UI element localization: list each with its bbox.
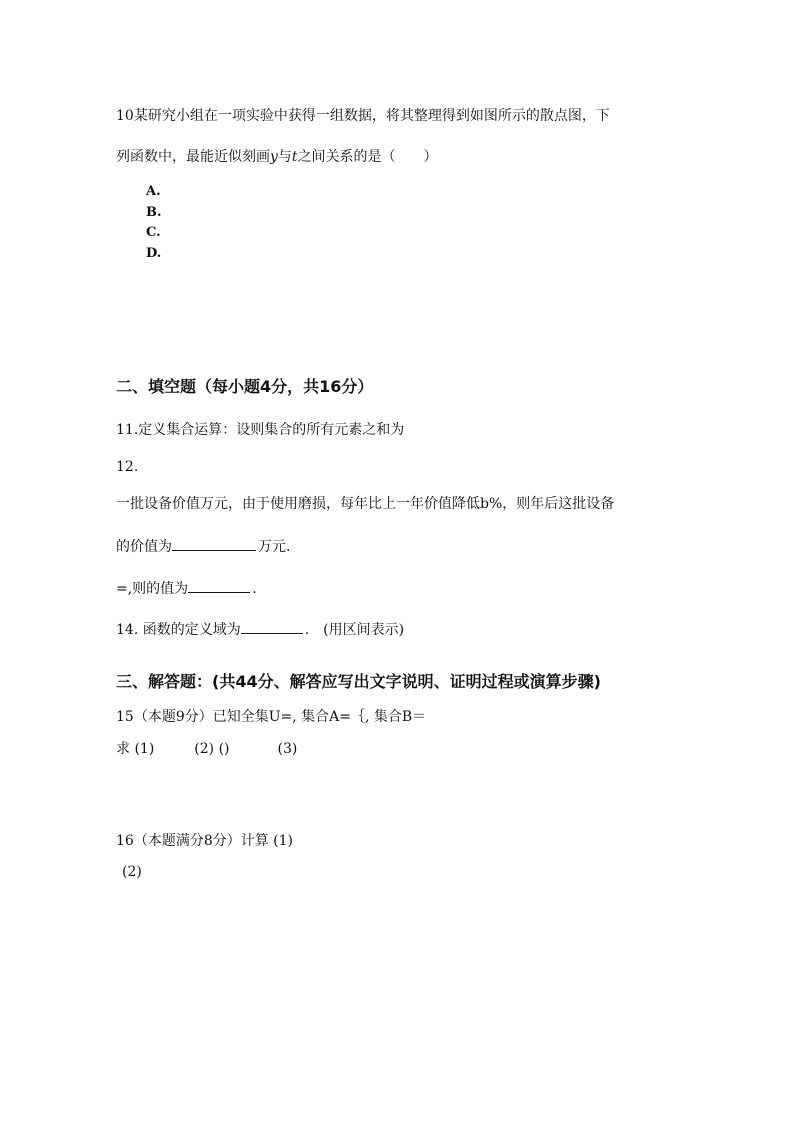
q10-var-t: t [291, 149, 298, 165]
q14-line [116, 619, 404, 639]
q15-part3: (3) [277, 741, 298, 757]
q13-line [116, 578, 257, 598]
q12-number: 12. [116, 459, 139, 475]
q13-prefix: =,则的值为 [116, 581, 189, 597]
section2-heading: 二、填空题（每小题4分，共16分） [116, 377, 374, 396]
q15-line1: 15（本题9分）已知全集U=, 集合A=｛, 集合B＝ [116, 709, 427, 725]
q14-suffix: . (用区间表示) [304, 622, 405, 638]
q14-prefix: 14. 函数的定义域为 [116, 622, 241, 638]
q10-line2-prefix: 列函数中，最能近似刻画 [116, 149, 270, 165]
q13-suffix: . [252, 581, 257, 597]
q15-part1: 求 (1) [116, 741, 155, 757]
q14-answer-blank [241, 619, 303, 634]
choice-c: C. [146, 225, 161, 240]
q15-part2: (2) () [194, 741, 230, 757]
q10-line1: 10某研究小组在一项实验中获得一组数据，将其整理得到如图所示的散点图，下 [116, 108, 610, 124]
choice-a: A. [146, 184, 161, 199]
q16-line1: 16（本题满分8分）计算 (1) [116, 833, 294, 849]
q12-line1: 一批设备价值万元，由于使用磨损，每年比上一年价值降低b%，则年后这批设备 [116, 496, 615, 512]
q12-line2-suffix: 万元. [258, 539, 291, 555]
q16-part2: (2) [122, 864, 142, 880]
q12-line2 [116, 536, 290, 556]
q13-answer-blank [188, 578, 250, 593]
q12-line2-prefix: 的价值为 [116, 539, 172, 555]
q10-line2 [116, 148, 438, 166]
q10-line2-mid: 与 [277, 149, 292, 165]
q15-line2 [116, 740, 297, 758]
q11-text: 11.定义集合运算：设则集合的所有元素之和为 [116, 422, 405, 438]
choice-d: D. [146, 246, 162, 261]
choice-b: B. [146, 205, 162, 220]
q12-answer-blank [172, 536, 256, 551]
section3-heading: 三、解答题：(共44分、解答应写出文字说明、证明过程或演算步骤) [116, 672, 601, 691]
q10-line2-suffix: 之间关系的是（ ） [297, 149, 438, 165]
q10-var-y: y [270, 149, 278, 165]
